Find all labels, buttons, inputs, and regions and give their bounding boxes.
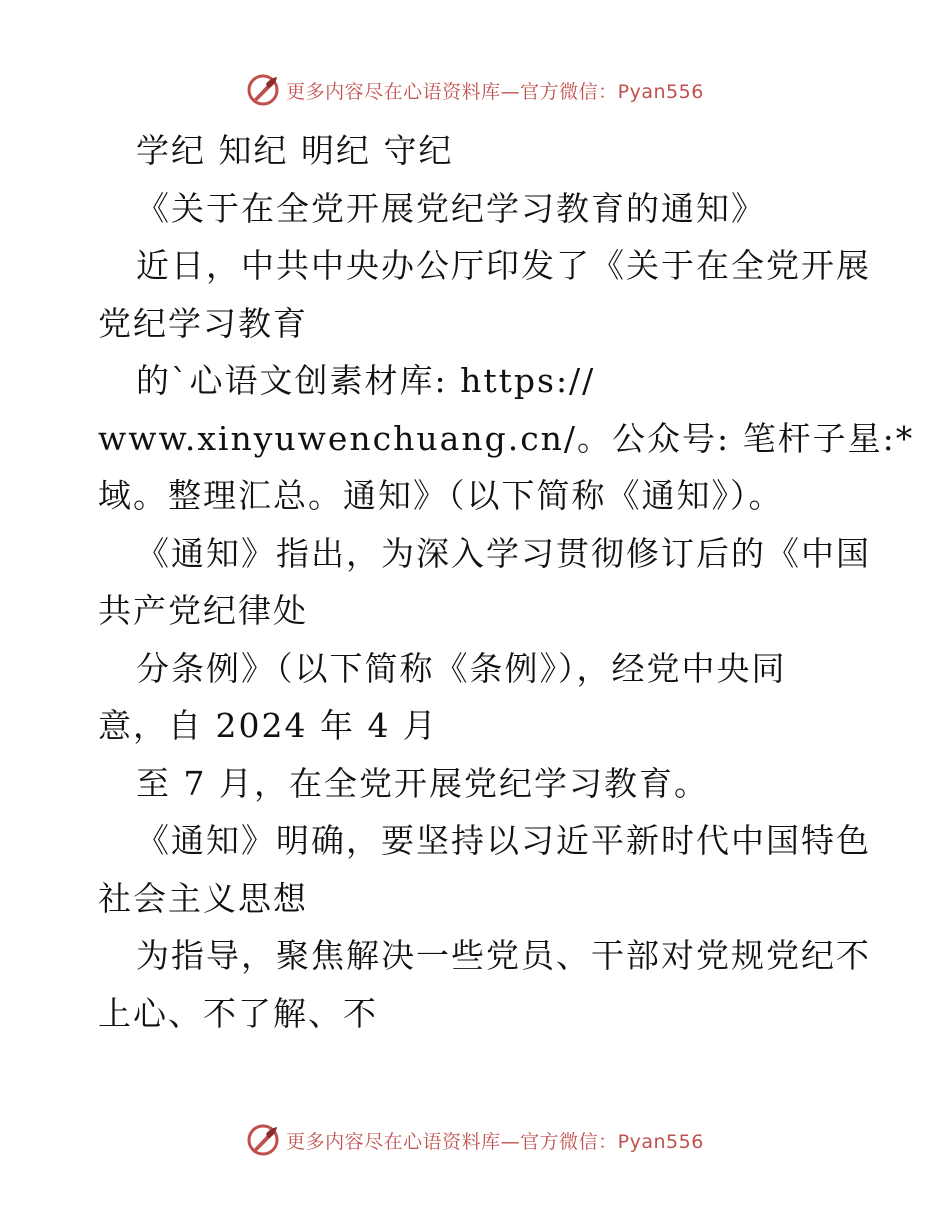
watermark-footer [0,1120,950,1160]
watermark-wechat: 官方微信：Pyan556 [520,1130,704,1153]
doc-line: 近日，中共中央办公厅印发了《关于在全党开展 [136,246,871,285]
watermark-text [286,1127,704,1154]
doc-line: 分条例》（以下简称《条例》），经党中央同 [136,648,787,688]
watermark-separator: — [500,80,521,103]
doc-line: 共产党纪律处 [98,591,308,630]
doc-line: 至 7 月，在全党开展党纪学习教育。 [136,763,709,803]
doc-line: 学纪 知纪 明纪 守纪 [136,131,454,170]
doc-line: 《通知》指出，为深入学习贯彻修订后的《中国 [136,533,871,573]
doc-line: 社会主义思想 [98,878,308,918]
doc-line: 域。整理汇总。通知》（以下简称《通知》）。 [98,476,784,515]
doc-line: 为指导，聚焦解决一些党员、干部对党规党纪不 [136,936,871,975]
quill-circle-icon [246,73,280,107]
watermark-wechat: 官方微信：Pyan556 [520,80,704,103]
doc-line: 意，自 2024 年 4 月 [98,706,438,745]
doc-line: 《通知》明确，要坚持以习近平新时代中国特色 [136,821,871,860]
watermark-header [0,70,950,110]
watermark-brand: 更多内容尽在心语资料库 [286,80,501,103]
doc-line: www.xinyuwenchuang.cn/。公众号: 笔杆子星:* [98,418,915,458]
doc-line: 《关于在全党开展党纪学习教育的通知》 [136,188,766,228]
quill-circle-icon [246,1123,280,1157]
doc-line: 党纪学习教育 [98,303,308,343]
watermark-separator: — [500,1130,521,1153]
document-body [98,122,915,1042]
watermark-brand: 更多内容尽在心语资料库 [286,1130,501,1153]
doc-line: 上心、不了解、不 [98,993,378,1033]
watermark-text [286,77,704,104]
doc-line: 的`心语文创素材库: https:// [136,361,596,400]
